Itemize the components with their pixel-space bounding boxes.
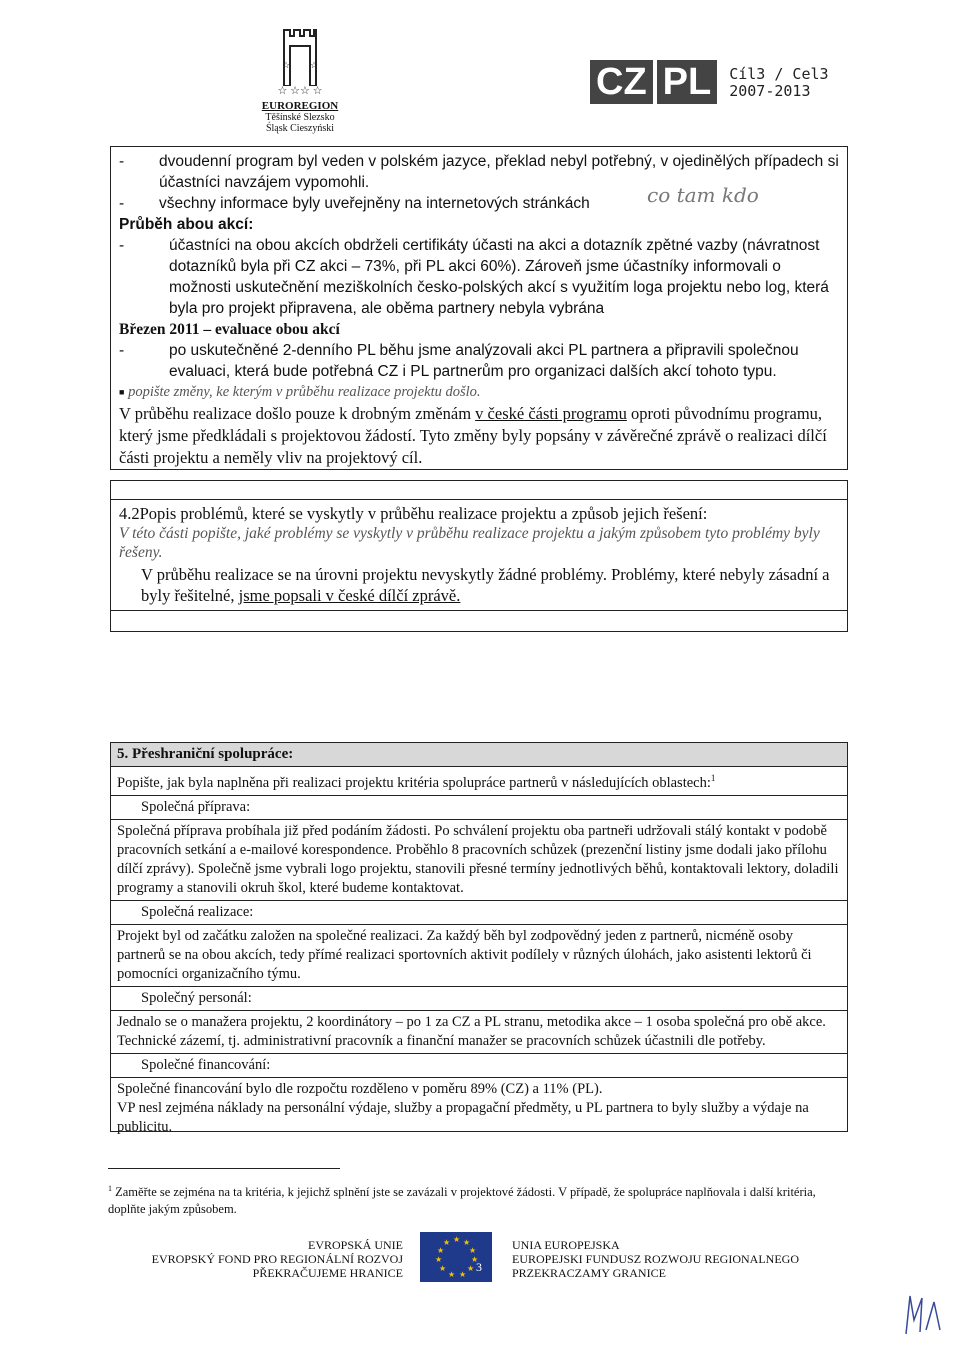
page-number: 3 [476, 1260, 482, 1274]
cil-line: Cíl3 / Cel3 [729, 65, 829, 83]
footer-right-line3: PRZEKRACZAMY GRANICE [512, 1266, 666, 1280]
section-42-title: 4.2Popis problémů, které se vyskytly v průběhu realizace projektu a způsob jejich řešení: [119, 504, 708, 523]
heading-brezen: Březen 2011 – evaluace obou akcí [119, 321, 340, 338]
svg-text:☆: ☆ [310, 60, 319, 70]
signature-initials [900, 1290, 948, 1338]
underlined-phrase: v české části programu [475, 404, 627, 424]
section-5-frame [110, 742, 848, 1135]
svg-text:★: ★ [471, 1255, 479, 1264]
footer-left-line1: EVROPSKÁ UNIE [307, 1238, 403, 1252]
svg-text:★: ★ [463, 1238, 471, 1247]
svg-text:★: ★ [439, 1264, 447, 1273]
eu-flag-icon [420, 1232, 492, 1282]
section-42-prompt: V této části popište, jaké problémy se vyskytly v průběhu realizace projektu a jakým způsobem tyto problémy byly řešeny. [119, 525, 820, 561]
svg-text:★: ★ [453, 1235, 461, 1244]
footer-left-line2: EVROPSKÝ FOND PRO REGIONÁLNÍ ROZVOJ [151, 1252, 403, 1266]
footnote [108, 1180, 848, 1218]
section-5-intro: Popište, jak byla naplněna při realizaci projektu kritéria spolupráce partnerů v následujících oblastech:$^1$ [111, 767, 847, 796]
svg-text:★: ★ [448, 1270, 456, 1279]
section-5-title: 5. Přeshraniční spolupráce: [111, 743, 847, 767]
list-item: - všechny informace byly uveřejněny na internetových stránkách co tam kdo [119, 183, 759, 212]
list-item-text: všechny informace byly uveřejněny na internetových stránkách [159, 195, 590, 212]
footer-left-line3: PŘEKRAČUJEME HRANICE [252, 1266, 403, 1280]
footer-right-line1: UNIA EUROPEJSKA [512, 1238, 620, 1252]
euroregion-title: EUROREGION [261, 100, 339, 112]
svg-text:★: ★ [459, 1270, 467, 1279]
section-top-frame [110, 146, 848, 470]
block-text: Společné financování bylo dle rozpočtu rozděleno v poměru 89% (CZ) a 11% (PL). VP nesl zejména náklady na personální výdaje, služby a propagační předměty, u PL partnera to byly služby a výdaje na publicitu. [117, 1080, 809, 1135]
footnote-mark: 1 [108, 1184, 112, 1193]
cz-label: CZ [590, 60, 653, 104]
heading-prubeh: Průběh abou akcí: [119, 216, 254, 233]
block-label: Společná realizace: [111, 901, 847, 925]
block-text: Projekt byl od začátku založen na společné realizaci. Za každý běh byl zodpovědný jeden z partnerů, nicméně osoby partnerů se na obou akcích, tedy přímé realizaci sportovních aktivit podílely v různých úlohách, jako asistenti lektorů či pomocníci organizačního týmu. [111, 925, 847, 987]
block-label: Společný personál: [111, 987, 847, 1011]
list-item-text: účastníci na obou akcích obdrželi certifikáty účasti na akci a dotazník zpětné vazby (návratnost dotazníků byla při CZ akci – 73%, při PL akci 60%). Zároveň jsme účastníky informovali o možnosti uskutečnění meziškolních česko-polských akcí s využitím loga projektu nebo log, která byla pro projekt připravena, ale oběma partnery nebyla vybrána [169, 237, 829, 317]
svg-text:★: ★ [443, 1238, 451, 1247]
block-label: Společná příprava: [111, 796, 847, 820]
svg-text:★: ★ [437, 1246, 445, 1255]
euroregion-line2: Śląsk Cieszyński [265, 123, 335, 134]
bullet-icon: ■ [119, 387, 125, 398]
svg-text:★: ★ [435, 1255, 443, 1264]
castle-tower-icon [280, 28, 320, 86]
handwritten-note: co tam kdo [647, 183, 759, 207]
list-item-text: po uskutečněné 2-denního PL běhu jsme analýzovali akci PL partnera a připravili společnou evaluaci, která bude potřebná CZ i PL partnerům pro organizaci dalších akcí tohoto typu. [169, 342, 799, 380]
footnote-ref: 1 [710, 773, 716, 783]
svg-text:★: ★ [467, 1264, 475, 1273]
pl-label: PL [657, 60, 718, 104]
block-text: Společná příprava probíhala již před podáním žádosti. Po schválení projektu oba partneři udržovali stálý kontakt v podobě pracovních setkání a e-mailové korespondence. Proběhlo 8 pracovních schůzek (prezenční listiny jsme dodali jako přílohu dílčí zprávy). Společně jsme vybrali logo projektu, stanovili přesné termíny jednotlivých běhů, kontaktovali lektory, doladili programy a stanovili okruh škol, které budeme kontaktovat. [111, 820, 847, 901]
bullet-prompt: ■ popište změny, ke kterým v průběhu realizace projektu došlo. [119, 384, 481, 400]
section-42-frame [110, 480, 848, 632]
euroregion-line1: Těšínské Slezsko [265, 112, 335, 123]
list-item-text: dvoudenní program byl veden v polském jazyce, překlad nebyl potřebný, v ojedinělých případech si účastníci navzájem vypomohli. [159, 153, 839, 191]
block-label: Společné financování: [111, 1054, 847, 1078]
footer-right-line2: EUROPEJSKI FUNDUSZ ROZWOJU REGIONALNEGO [512, 1252, 799, 1266]
years: 2007-2013 [729, 82, 811, 100]
section-42-answer: V průběhu realizace se na úrovni projektu nevyskytly žádné problémy. Problémy, které nebyly zásadní a byly řešitelné, jsme popsali v české dílčí zprávě. [141, 565, 830, 605]
svg-text:★: ★ [469, 1246, 477, 1255]
footnote-text: Zaměřte se zejména na ta kritéria, k jejichž splnění jste se zavázali v projektové žádosti. V případě, že spolupráce naplňovala i další kritéria, doplňte jakým způsobem. [108, 1185, 816, 1217]
list-item: - účastníci na obou akcích obdrželi certifikáty účasti na akci a dotazník zpětné vazby (návratnost dotazníků byla při CZ akci – 73%, při PL akci 60%). Zároveň jsme účastníky informovali o možnosti uskutečnění meziškolních česko-polských akcí s využitím loga projektu nebo log, která byla pro projekt připravena, ale oběma partnery nebyla vybrána [119, 237, 829, 317]
list-item: - po uskutečněné 2-denního PL běhu jsme analýzovali akci PL partnera a připravili společnou evaluaci, která bude potřebná CZ i PL partnerům pro organizaci dalších akcí tohoto typu. [119, 342, 799, 380]
list-item: - dvoudenní program byl veden v polském jazyce, překlad nebyl potřebný, v ojedinělých případech si účastníci navzájem vypomohli. [119, 153, 839, 191]
change-paragraph: V průběhu realizace došlo pouze k drobným změnám v české části programu oproti původnímu programu, který jsme předkládali s projektovou žádostí. Tyto změny byly popsány v závěrečné zprávě o realizaci dílčí části projektu a neměly vliv na projektový cíl. [119, 404, 827, 468]
svg-text:☆: ☆ [282, 60, 291, 70]
stars-row-icon: ☆ ☆☆ ☆ [277, 85, 323, 97]
footer-left [118, 1238, 403, 1280]
cz-pl-logo [590, 60, 829, 108]
block-text: Jednalo se o manažera projektu, 2 koordinátory – po 1 za CZ a PL stranu, metodika akce – 1 osoba společná pro obě akce. Technické zázemí, tj. administrativní pracovník a finanční manažer se pracovních schůzek účastnili dle potřeby. [111, 1011, 847, 1054]
euroregion-logo [253, 28, 347, 134]
footnote-rule [108, 1168, 340, 1169]
footer-right [512, 1238, 842, 1280]
